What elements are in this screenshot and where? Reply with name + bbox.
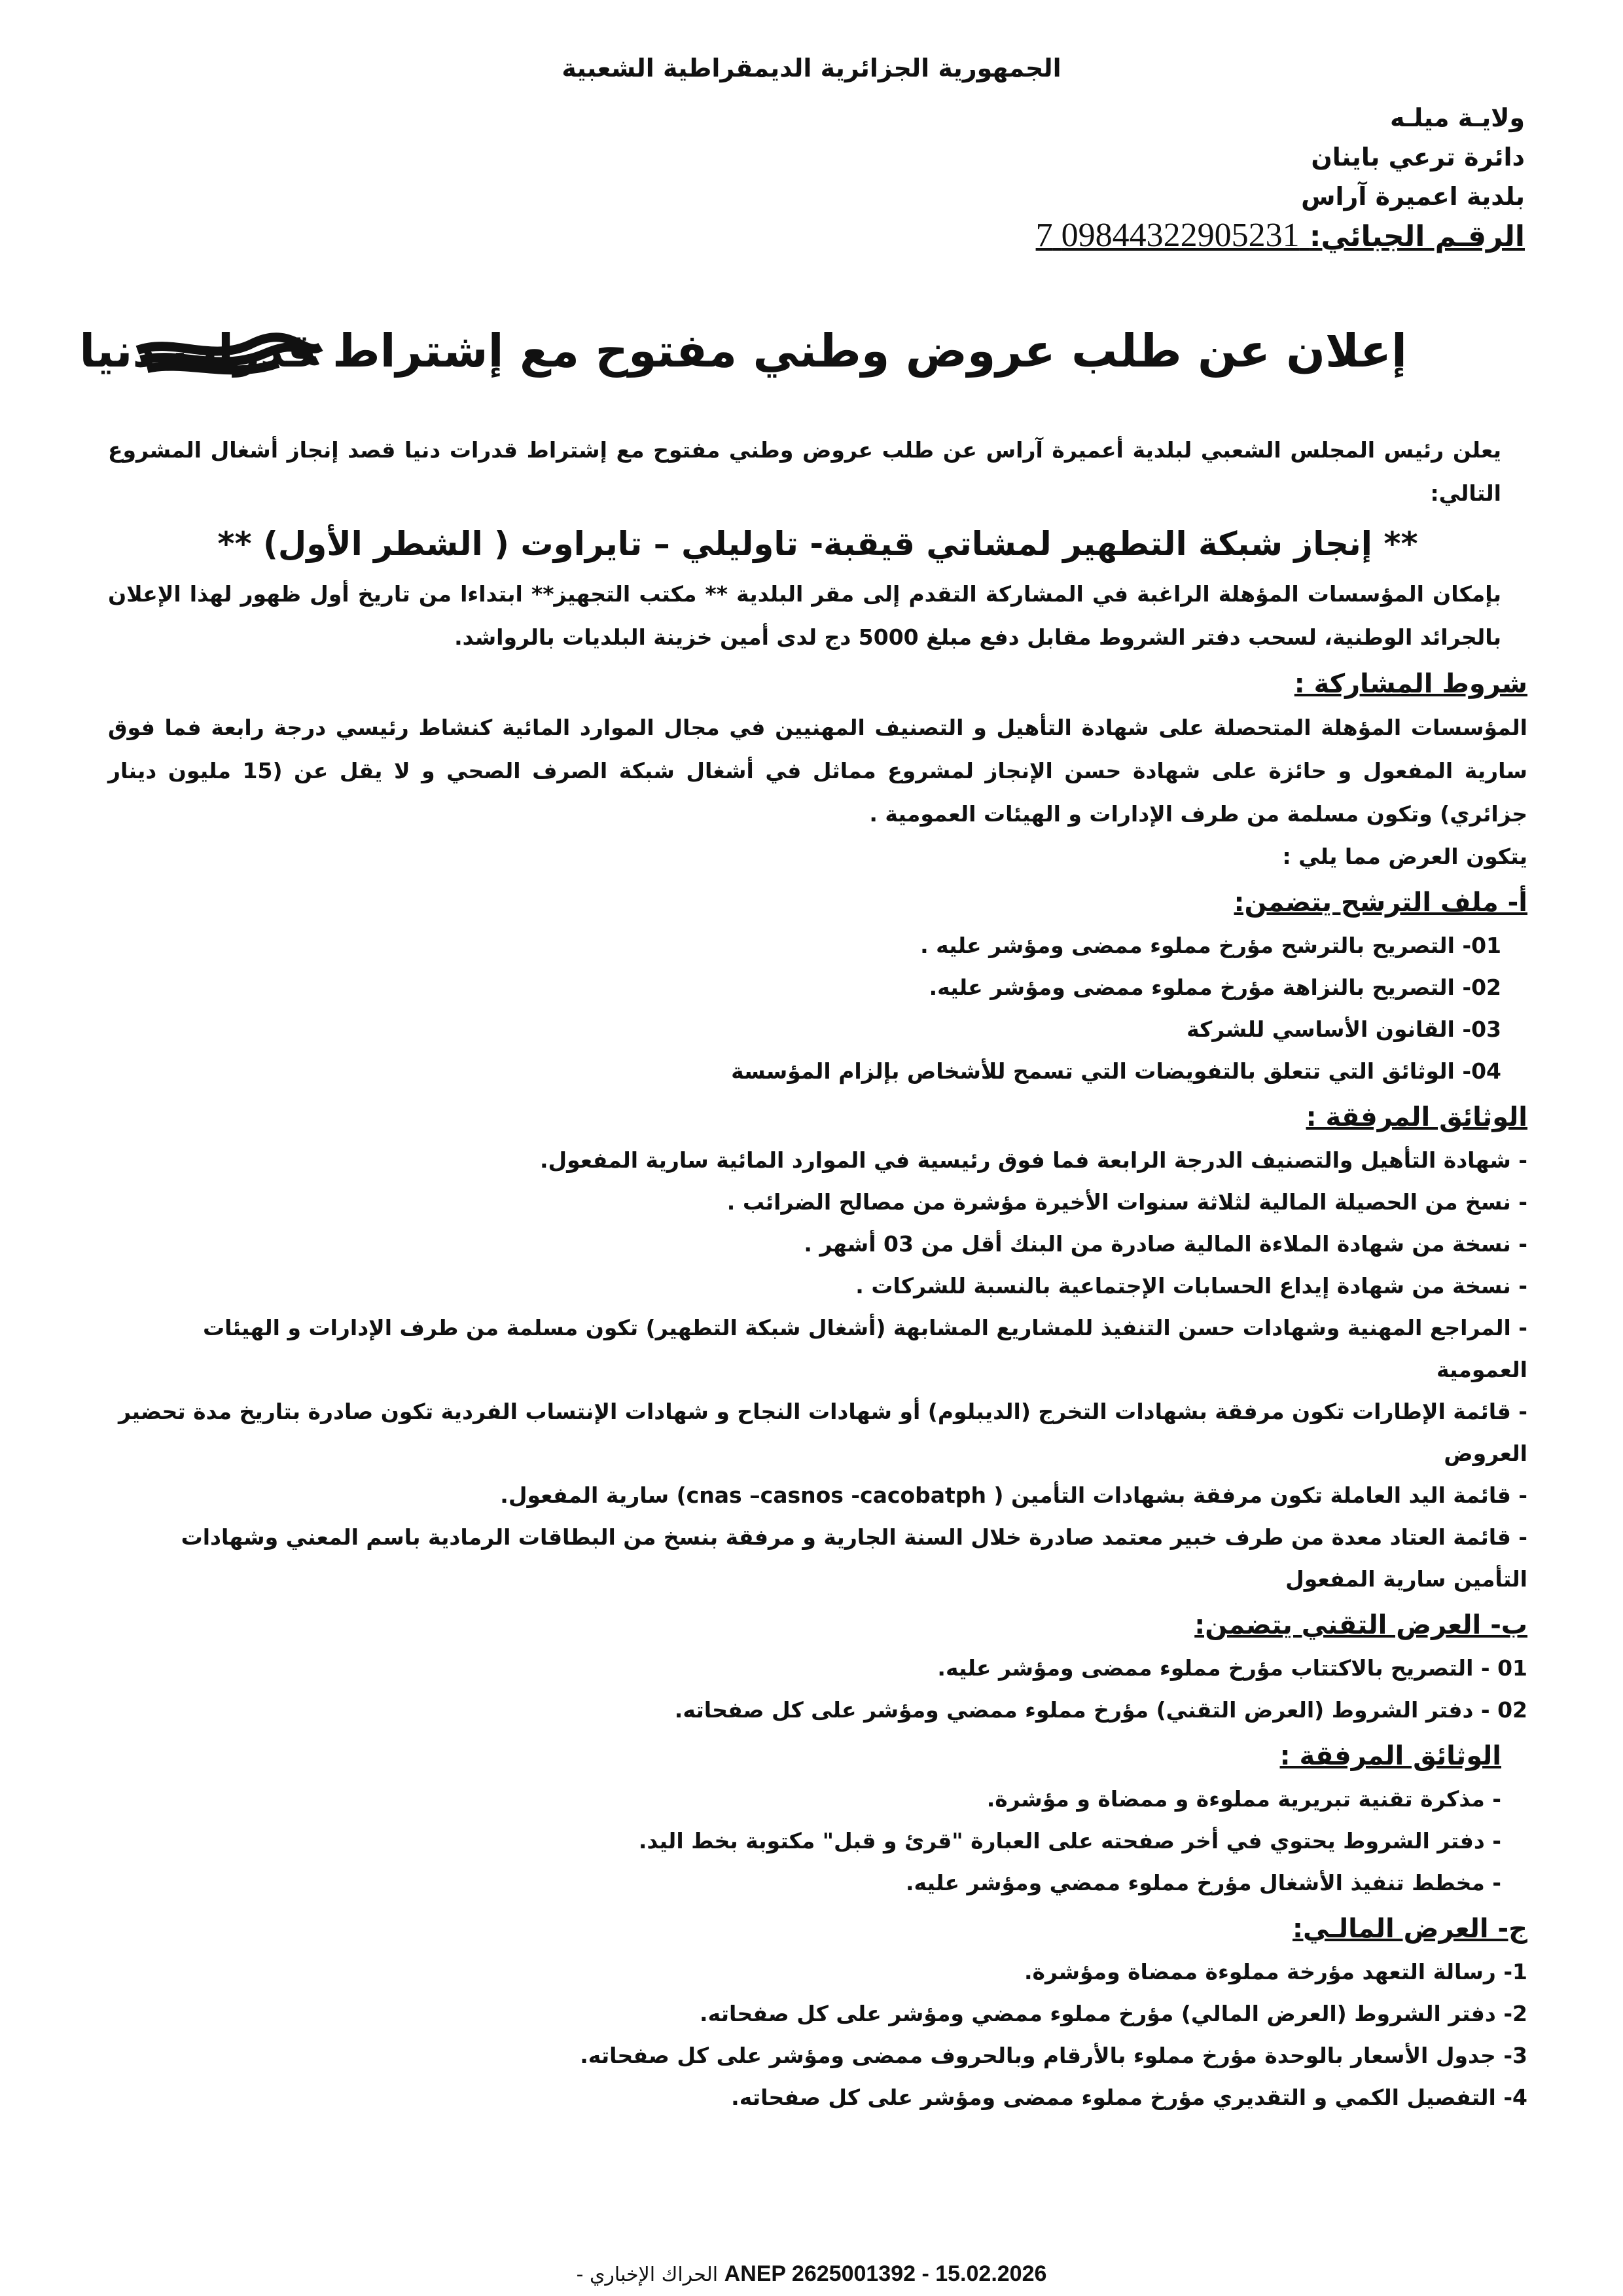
list-item: 4- التفصيل الكمي و التقديري مؤرخ مملوء ممضى ومؤشر على كل صفحاته. (731, 2085, 1527, 2110)
technical-docs-heading: الوثائق المرفقة : (1279, 1741, 1501, 1771)
republic-header: الجمهورية الجزائرية الديمقراطية الشعبية (562, 54, 1061, 82)
list-item: - قائمة الإطارات تكون مرفقة بشهادات التخرج (الديبلوم) أو شهادات النجاح و شهادات الإنتساب الفردية تكون صادرة بتاريخ مدة تحضير العروض (118, 1399, 1527, 1466)
administration-block (1036, 98, 1525, 257)
list-item: 04- الوثائق التي تتعلق بالتفويضات التي تسمح للأشخاص بإلزام المؤسسة (731, 1058, 1501, 1084)
intro-paragraph: يعلن رئيس المجلس الشعبي لبلدية أعميرة آراس عن طلب عروض وطني مفتوح مع إشتراط قدرات دنيا قصد إنجاز أشغال المشروع التالي: (108, 437, 1501, 506)
offer-intro: يتكون العرض مما يلي : (1282, 844, 1527, 869)
conditions-text: المؤسسات المؤهلة المتحصلة على شهادة التأهيل و التصنيف المهنيين في مجال الموارد المائية كنشاط رئيسي درجة رابعة فما فوق سارية المفعول و حائزة على شهادة حسن الإنجاز لمشروع مماثل في أشغال شبكة الصرف الصحي و لا يقل عن (15 مليون دينار جزائري) وتكون مسلمة من طرف الإدارات و الهيئات العمومية . (108, 715, 1527, 827)
footer-reference: ANEP 2625001392 - 15.02.2026 (724, 2261, 1047, 2286)
list-item: 3- جدول الأسعار بالوحدة مؤرخ مملوء بالأرقام وبالحروف ممضى ومؤشر على كل صفحاته. (580, 2043, 1527, 2068)
candidacy-heading: أ- ملف الترشح يتضمن: (1234, 888, 1527, 918)
list-item: - قائمة العتاد معدة من طرف خبير معتمد صادرة خلال السنة الجارية و مرفقة بنسخ من البطاقات الرمادية باسم المعني وشهادات التأمين سارية المفعول (181, 1524, 1527, 1592)
list-item: - نسخة من شهادة الملاءة المالية صادرة من البنك أقل من 03 أشهر . (804, 1231, 1527, 1257)
list-item: - مخطط تنفيذ الأشغال مؤرخ مملوء ممضي ومؤشر عليه. (905, 1870, 1501, 1895)
list-item: 2- دفتر الشروط (العرض المالي) مؤرخ مملوء ممضي ومؤشر على كل صفحاته. (700, 2001, 1527, 2026)
list-item: - مذكرة تقنية تبريرية مملوءة و ممضاة و مؤشرة. (986, 1786, 1501, 1812)
list-item: 01- التصريح بالترشح مؤرخ مملوء ممضى ومؤشر عليه . (920, 933, 1501, 958)
daira: دائرة ترعي باينان (1311, 143, 1525, 171)
list-item: 01 - التصريح بالاكتتاب مؤرخ مملوء ممضى ومؤشر عليه. (937, 1655, 1527, 1681)
technical-heading: ب- العرض التقني يتضمن: (1194, 1610, 1527, 1640)
footer-source: - الحراك الإخباري (576, 2263, 719, 2286)
conditions-heading: شروط المشاركة : (1294, 669, 1527, 699)
list-item: 03- القانون الأساسي للشركة (1186, 1016, 1501, 1042)
candidacy-docs-heading: الوثائق المرفقة : (1306, 1102, 1527, 1132)
project-title: ** إنجاز شبكة التطهير لمشاتي قيقبة- تاوليلي – تايراوت ( الشطر الأول) ** (217, 525, 1418, 563)
list-item: - المراجع المهنية وشهادات حسن التنفيذ للمشاريع المشابهة (أشغال شبكة التطهير) تكون مسلمة من طرف الإدارات و الهيئات العمومية (202, 1315, 1527, 1382)
list-item: - نسخ من الحصيلة المالية لثلاثة سنوات الأخيرة مؤشرة من مصالح الضرائب . (726, 1189, 1527, 1215)
list-item: - قائمة اليد العاملة تكون مرفقة بشهادات التأمين ( cnas –casnos -cacobatph) سارية المفعول. (500, 1482, 1527, 1508)
tax-id-label: الرقـم الجبائي: (1309, 220, 1525, 253)
footer (0, 2261, 1623, 2287)
list-item: 02 - دفتر الشروط (العرض التقني) مؤرخ مملوء ممضي ومؤشر على كل صفحاته. (674, 1697, 1527, 1723)
redaction-scribble (134, 331, 324, 386)
wilaya: ولايـة ميلـه (1389, 103, 1525, 132)
page-title: إعلان عن طلب عروض وطني مفتوح مع إشتراط قدرات دنيا (79, 324, 1407, 378)
document-body (108, 429, 1527, 2119)
financial-heading: ج- العرض المالـي: (1292, 1914, 1527, 1944)
list-item: - نسخة من شهادة إيداع الحسابات الإجتماعية بالنسبة للشركات . (855, 1273, 1527, 1299)
list-item: 02- التصريح بالنزاهة مؤرخ مملوء ممضى ومؤشر عليه. (929, 975, 1501, 1000)
tax-id-number: 09844322905231 7 (1035, 217, 1300, 254)
list-item: 1- رسالة التعهد مؤرخة مملوءة ممضاة ومؤشرة. (1024, 1959, 1527, 1984)
list-item: - شهادة التأهيل والتصنيف الدرجة الرابعة فما فوق رئيسية في الموارد المائية سارية المفعول. (539, 1147, 1527, 1173)
invitation-paragraph: بإمكان المؤسسات المؤهلة الراغبة في المشاركة التقدم إلى مقر البلدية ** مكتب التجهيز** ابتداءا من تاريخ أول ظهور لهذا الإعلان بالجرائد الوطنية، لسحب دفتر الشروط مقابل دفع مبلغ 5000 دج لدى أمين خزينة البلديات بالرواشد. (108, 581, 1501, 650)
tax-id (1036, 216, 1525, 257)
commune: بلدية اعميرة آراس (1301, 182, 1525, 211)
list-item: - دفتر الشروط يحتوي في أخر صفحته على العبارة "قرئ و قبل" مكتوبة بخط اليد. (638, 1828, 1501, 1854)
